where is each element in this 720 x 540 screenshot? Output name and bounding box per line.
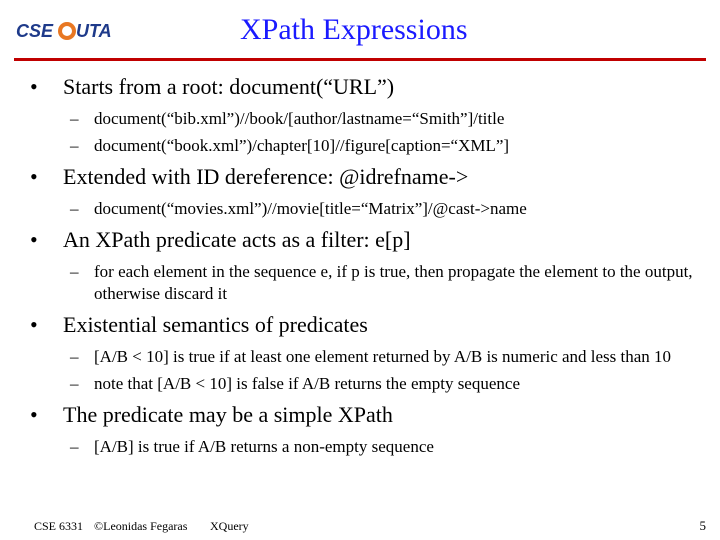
page-number: 5 xyxy=(699,518,706,533)
sub-bullet xyxy=(30,135,700,157)
sub-bullet xyxy=(30,436,700,458)
sub-bullet-text: note that [A/B < 10] is false if A/B returns the empty sequence xyxy=(94,374,520,393)
dash-icon: – xyxy=(70,347,79,366)
dash-icon: – xyxy=(70,374,79,393)
sub-bullet-text: [A/B < 10] is true if at least one element returned by A/B is numeric and less than 10 xyxy=(94,347,672,366)
sub-bullet xyxy=(30,346,700,368)
logo-uta-text: UTA xyxy=(76,21,112,41)
dash-icon: – xyxy=(70,262,79,281)
footer-course: CSE 6331 xyxy=(34,519,84,533)
dash-icon: – xyxy=(70,199,79,218)
sub-bullet xyxy=(30,261,700,305)
dash-icon: – xyxy=(70,136,79,155)
bullet: • The predicate may be a simple XPath xyxy=(30,400,700,430)
logo-cse-text: CSE xyxy=(16,21,54,41)
slide-content xyxy=(30,72,700,463)
dash-icon: – xyxy=(70,109,79,128)
footer-author: ©Leonidas Fegaras xyxy=(94,519,188,533)
slide-title: XPath Expressions xyxy=(240,13,468,46)
title-divider xyxy=(14,58,706,61)
logo-circle-inner xyxy=(62,26,72,36)
sub-bullet-text: document(“movies.xml”)//movie[title=“Matrix”]/@cast->name xyxy=(94,199,527,218)
sub-bullet-text: document(“book.xml”)/chapter[10]//figure[caption=“XML”] xyxy=(94,136,510,155)
dash-icon: – xyxy=(70,437,79,456)
bullet: • An XPath predicate acts as a filter: e[p] xyxy=(30,225,700,255)
sub-bullet xyxy=(30,108,700,130)
bullet: • Extended with ID dereference: @idrefname-> xyxy=(30,162,700,192)
bullet: • Existential semantics of predicates xyxy=(30,310,700,340)
sub-bullet xyxy=(30,198,700,220)
cse-uta-logo xyxy=(16,18,116,44)
sub-bullet-text: document(“bib.xml”)//book/[author/lastname=“Smith”]/title xyxy=(94,109,505,128)
sub-bullet-text: for each element in the sequence e, if p is true, then propagate the element to the output, otherwise discard it xyxy=(94,262,693,303)
bullet: • Starts from a root: document(“URL”) xyxy=(30,72,700,102)
sub-bullet xyxy=(30,373,700,395)
sub-bullet-text: [A/B] is true if A/B returns a non-empty sequence xyxy=(94,437,434,456)
footer-topic: XQuery xyxy=(210,519,249,533)
